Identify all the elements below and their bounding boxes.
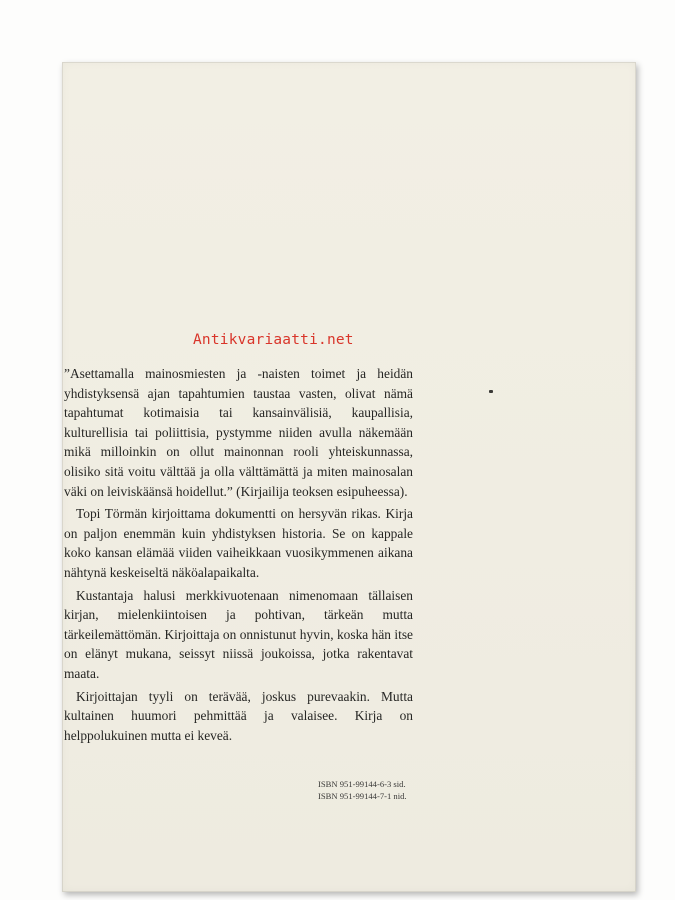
isbn-paperback: ISBN 951-99144-7-1 nid.	[318, 790, 407, 801]
ink-speck	[489, 390, 493, 393]
blurb-paragraph-document: Topi Törmän kirjoittama dokumentti on hersyvän rikas. Kirja on paljon enemmän kuin yhdistyksen historia. Se on kappale koko kansan elämää viiden vaiheikkaan vuosikymmenen aikana nähtynä keskeiseltä näköalapaikalta.	[64, 506, 413, 580]
watermark: Antikvariaatti.net	[193, 332, 354, 348]
blurb-paragraph-quote: ”Asettamalla mainosmiesten ja -naisten toimet ja heidän yhdistyksensä ajan tapahtumien taustaa vasten, olivat nämä tapahtumat kotimaisia tai kansainvälisiä, kaupallisia, kulturellisia tai poliittisia, pystymme niiden avulla näkemään mikä milloinkin on ollut mainonnan rooli yhteiskunnassa, olisiko sitä voitu välttää ja olla välttämättä ja miten mainosalan väki on leiviskäänsä hoidellut.” (Kirjailija teoksen esipuheessa).	[64, 366, 413, 499]
blurb-paragraph-style: Kirjoittajan tyyli on terävää, joskus purevaakin. Mutta kultainen huumori pehmittää ja valaisee. Kirja on helppolukuinen mutta ei keveä.	[64, 688, 413, 743]
isbn-hardcover: ISBN 951-99144-6-3 sid.	[318, 779, 406, 789]
isbn-block	[318, 779, 538, 802]
blurb-paragraph-publisher: Kustantaja halusi merkkivuotenaan nimenomaan tällaisen kirjan, mielenkiintoisen ja pohtivan, tärkeän mutta tärkeilemättömän. Kirjoittaja on onnistunut hyvin, koska hän itse on elänyt mukana, seissyt niissä joukoissa, jotka rakentavat maata.	[64, 587, 413, 681]
blurb-text	[64, 364, 413, 748]
